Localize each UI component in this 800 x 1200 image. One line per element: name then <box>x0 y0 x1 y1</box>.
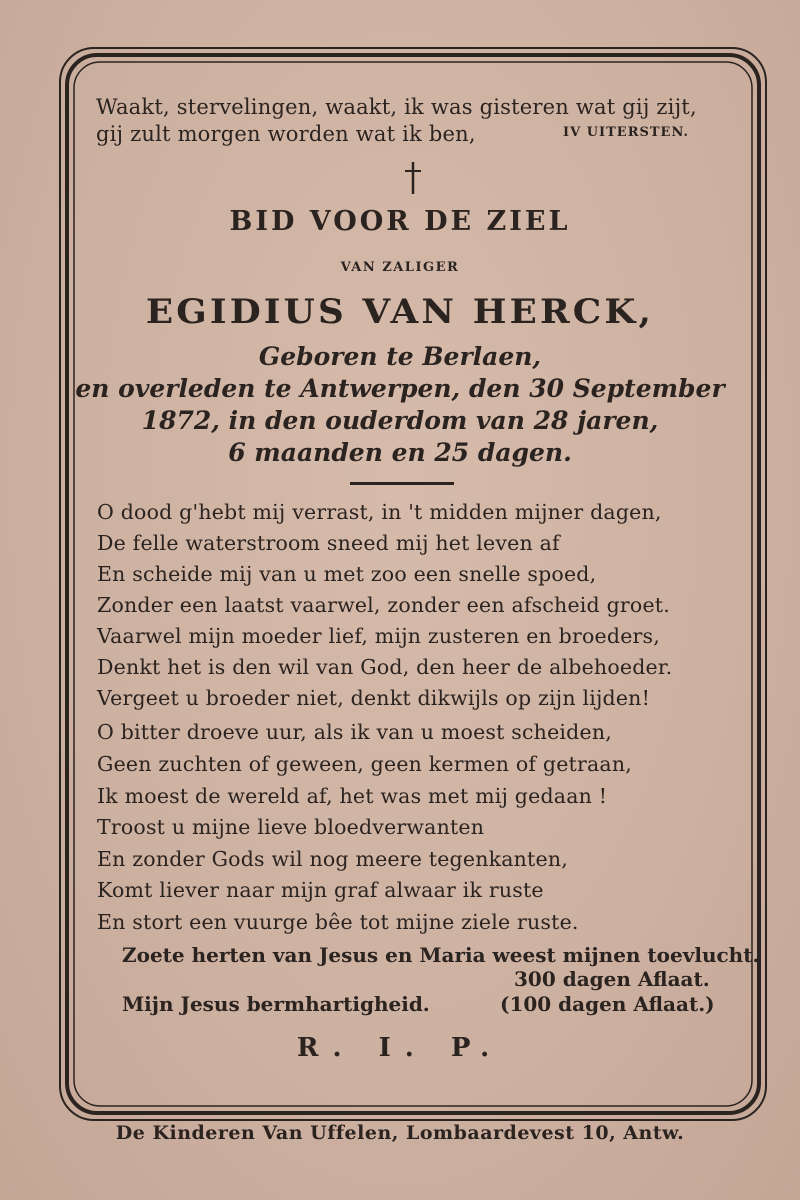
verse-line: Troost u mijne lieve bloedverwanten <box>97 815 485 839</box>
verse-line: O dood g'hebt mij verrast, in 't midden mijner dagen, <box>97 500 662 524</box>
verse-line: Geen zuchten of geween, geen kermen of getraan, <box>97 752 632 776</box>
verse-line: Vaarwel mijn moeder lief, mijn zusteren en broeders, <box>97 624 660 648</box>
epigraph-reference: IV UITERSTEN. <box>563 125 690 140</box>
deceased-name: EGIDIUS VAN HERCK, <box>145 292 655 332</box>
indulgence-1: 300 dagen Aflaat. <box>514 967 710 991</box>
indulgence-2: (100 dagen Aflaat.) <box>500 992 715 1016</box>
verse-line: Komt liever naar mijn graf alwaar ik ruste <box>97 878 544 902</box>
verse-line: Ik moest de wereld af, het was met mij gedaan ! <box>97 784 608 808</box>
bio-line-1: Geboren te Berlaen, <box>258 342 542 371</box>
divider <box>350 482 454 485</box>
prayer-line-2: Mijn Jesus bermhartigheid. <box>122 992 430 1016</box>
prayer-line-1: Zoete herten van Jesus en Maria weest mijnen toevlucht. <box>122 943 760 967</box>
verse-line: En zonder Gods wil nog meere tegenkanten, <box>97 847 568 871</box>
heading: BID VOOR DE ZIEL <box>229 206 571 237</box>
verse-line: Denkt het is den wil van God, den heer de albehoeder. <box>97 655 673 679</box>
printer-imprint: De Kinderen Van Uffelen, Lombaardevest 10, Antw. <box>115 1122 685 1144</box>
verse-line: En scheide mij van u met zoo een snelle spoed, <box>97 562 597 586</box>
epigraph-line-1: Waakt, stervelingen, waakt, ik was gisteren wat gij zijt, <box>96 95 697 119</box>
verse-line: O bitter droeve uur, als ik van u moest scheiden, <box>97 720 612 744</box>
bio-line-3: 1872, in den ouderdom van 28 jaren, <box>141 406 659 435</box>
bio-line-2: en overleden te Antwerpen, den 30 September <box>75 374 725 403</box>
epigraph-line-2: gij zult morgen worden wat ik ben, <box>96 122 476 146</box>
verse-line: Zonder een laatst vaarwel, zonder een afscheid groet. <box>97 593 670 617</box>
cross-icon <box>402 160 424 196</box>
rip: R. I. P. <box>296 1033 504 1063</box>
bio-line-4: 6 maanden en 25 dagen. <box>228 438 572 467</box>
subheading: VAN ZALIGER <box>340 260 460 275</box>
verse-line: Vergeet u broeder niet, denkt dikwijls op zijn lijden! <box>97 686 651 710</box>
verse-line: En stort een vuurge bêe tot mijne ziele ruste. <box>97 910 579 934</box>
verse-line: De felle waterstroom sneed mij het leven af <box>97 531 560 555</box>
